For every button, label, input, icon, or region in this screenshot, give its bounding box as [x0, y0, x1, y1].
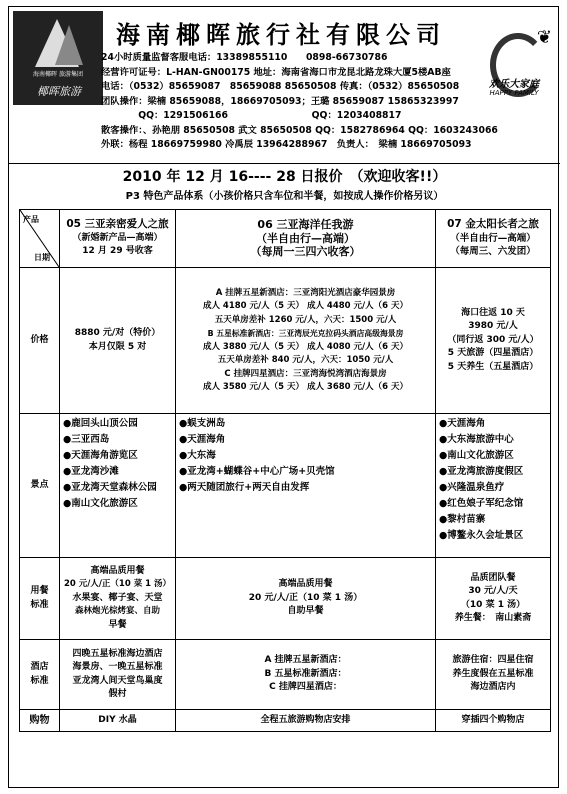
row-label: 价格: [30, 334, 49, 345]
table-row: [20, 640, 551, 710]
hotel-line: A 挂牌五星新酒店：: [264, 655, 347, 666]
list-item: ●博鳌永久会址景区: [439, 530, 524, 541]
sights-label: [20, 414, 60, 558]
hotel-line: 海景房、一晚五星标准: [72, 662, 163, 672]
list-item: ●亚龙湾旅游度假区: [439, 466, 524, 477]
price-col2: [176, 268, 436, 414]
price-line: B 五星标准新酒店：三亚湾辰光克拉码头酒店高级海景房: [207, 329, 404, 338]
hotel-line: 养生度假在五星标准: [452, 668, 534, 679]
price-line: 本月仅限 5 对: [88, 341, 147, 352]
price-line: 5 天养生（五星酒店）: [447, 361, 539, 372]
list-item: ●大东海: [179, 450, 216, 461]
product-title: 07 金太阳长者之旅: [447, 218, 539, 231]
hotel-col3: [436, 640, 551, 710]
list-item: ●天涯海角: [439, 418, 486, 429]
product-header-05: [60, 210, 176, 268]
row-label: 用餐标准: [30, 586, 49, 610]
product-subtitle: （半自由行—高端）: [450, 232, 536, 244]
row-label: 酒店标准: [30, 662, 49, 686]
header-divider: [9, 163, 560, 164]
meal-line: 森林炮光棕烤宴、自助: [74, 606, 160, 617]
sights-col2: [176, 414, 436, 558]
hotel-col2: [176, 640, 436, 710]
price-label: [20, 268, 60, 414]
product-subtitle: （半自由行—高端）: [256, 231, 355, 245]
contact-line: QQ：1291506166 QQ：1203408817: [101, 110, 402, 121]
hotel-label: [20, 640, 60, 710]
logo-right-cn: 欢乐大家庭: [489, 79, 539, 90]
product-header-06: [176, 210, 436, 268]
meal-line: （10 菜 1 汤）: [460, 599, 526, 610]
list-item: ●蜈支洲岛: [179, 418, 226, 429]
price-line: 5 天旅游（四星酒店）: [447, 348, 539, 359]
product-title: 06 三亚海洋任我游: [257, 218, 354, 232]
product-header-07: [436, 210, 551, 268]
list-item: ●天涯海角: [179, 434, 226, 445]
hotel-line: 四晚五星标准海边酒店: [72, 648, 163, 659]
price-line: 8880 元/对（特价）: [74, 328, 161, 338]
contact-line: 散客操作：、孙艳朋 85650508 武文 85650508 QQ：1582786964 QQ：1603243066: [101, 124, 498, 136]
product-title: 05 三亚亲密爱人之旅: [66, 218, 169, 231]
price-line: （同行返 300 元/人）: [447, 334, 539, 345]
price-line: 成人 3580 元/人（5 天） 成人 3680 元/人（6 天）: [202, 382, 409, 392]
hotel-line: 海边酒店内: [470, 682, 516, 693]
price-line: 成人 3880 元/人（5 天） 成人 4080 元/人（6 天）: [202, 341, 409, 352]
meals-col3: [436, 558, 551, 640]
list-item: ●两天随团旅行+两天自由发挥: [179, 482, 310, 493]
logo-small-text: 海南椰晖 旅游集团: [33, 71, 83, 78]
sights-col1: [60, 414, 176, 558]
table-row: [20, 710, 551, 732]
table-row: [20, 210, 551, 268]
logo-brand-text: 椰晖旅游: [37, 85, 81, 98]
price-line: 3980 元/人: [468, 321, 518, 332]
meal-line: 水果宴、椰子宴、天堂: [72, 592, 163, 603]
flyer-sheet: [8, 6, 559, 788]
table-row: [20, 268, 551, 414]
sights-col3: [436, 414, 551, 558]
table-row: [20, 414, 551, 558]
price-line: C 挂牌四星酒店：三亚湾海悦湾酒店海景房: [224, 368, 387, 379]
butterfly-icon: ❦: [536, 27, 552, 48]
sail-icon-secondary: [55, 25, 83, 65]
contact-line: 24小时质量监督客服电话：13389855110 0898-66730786: [101, 52, 388, 63]
list-item: ●天涯海角游览区: [63, 450, 138, 461]
corner-cell: [20, 210, 60, 268]
shopping-label: 购物: [20, 710, 60, 732]
meal-line: 养生餐： 南山素斋: [454, 613, 532, 623]
price-line: A 挂牌五星新酒店：三亚湾阳光酒店豪华园景房: [215, 287, 396, 298]
table-row: [20, 558, 551, 640]
happy-family-logo: [474, 27, 554, 107]
hotel-col1: [60, 640, 176, 710]
shopping-col3: 穿插四个购物店: [436, 710, 551, 732]
hotel-line: B 五星标准新酒店：: [264, 668, 347, 679]
meal-line: 20 元/人/正（10 菜 1 汤）: [63, 579, 172, 590]
list-item: ●亚龙湾沙滩: [63, 466, 119, 477]
corner-product: 产品: [23, 215, 39, 224]
logo-right-en: HAPPY FAMILY: [489, 89, 539, 97]
hotel-line: 假村: [108, 689, 127, 699]
list-item: ●南山文化旅游区: [63, 498, 138, 509]
list-item: ●亚龙湾天堂森林公园: [63, 482, 157, 493]
price-line: 五天单房差补 840 元/人，六天：1050 元/人: [217, 355, 394, 365]
price-line: 五天单房差补 1260 元/人，六天：1500 元/人: [214, 314, 397, 325]
price-line: 海口往返 10 天: [461, 307, 525, 318]
list-item: ●亚龙湾+蝴蝶谷+中心广场+贝壳馆: [179, 466, 335, 477]
hotel-line: C 挂牌四星酒店：: [269, 682, 342, 693]
list-item: ●三亚西岛: [63, 434, 110, 445]
price-col1: [60, 268, 176, 414]
price-col3: [436, 268, 551, 414]
company-name: 海南椰晖旅行社有限公司: [116, 20, 446, 49]
meals-label: [20, 558, 60, 640]
contact-line: 经营许可证号：L-HAN-GN00175 地址：海南省海口市龙昆北路龙珠大厦5楼AB座: [101, 66, 451, 78]
list-item: ●红色娘子军纪念馆: [439, 498, 524, 509]
hotel-line: 亚龙湾人间天堂鸟巢度: [72, 675, 163, 686]
shopping-col2: 全程五旅游购物店安排: [176, 710, 436, 732]
meal-line: 高端品质用餐: [278, 579, 333, 590]
product-schedule: 12 月 29 号收客: [82, 246, 153, 257]
list-item: ●南山文化旅游区: [439, 450, 514, 461]
contact-info: [101, 51, 498, 153]
list-item: ●鹿回头山顶公园: [63, 418, 138, 429]
product-system-line: P3 特色产品体系（小孩价格只含车位和半餐，如按成人操作价格另议）: [125, 191, 444, 202]
meal-line: 早餐: [108, 619, 127, 630]
product-subtitle: （新婚新产品—高端）: [72, 232, 163, 243]
list-item: ●大东海旅游中心: [439, 434, 514, 445]
meal-line: 品质团队餐: [470, 572, 516, 583]
product-schedule: （每周三、六发团）: [450, 246, 536, 258]
shopping-col1: DIY 水晶: [60, 710, 176, 732]
list-item: ●兴隆温泉鱼疗: [439, 482, 505, 493]
meals-col2: [176, 558, 436, 640]
contact-line: 外联：杨程 18669759980 冷禹辰 13964288967 负责人： 梁楠 18669705093: [101, 139, 472, 150]
contact-line: 电话：（0532）85659087 85659088 85650508 传真：（0532）85650508: [101, 81, 460, 92]
list-item: ●黎村苗寨: [439, 514, 486, 525]
quote-date-line: 2010 年 12 月 16---- 28 日报价 （欢迎收客!!）: [122, 169, 447, 185]
meal-line: 30 元/人/天: [468, 586, 518, 596]
hotel-line: 旅游住宿：四星住宿: [452, 655, 534, 666]
row-label: 景点: [30, 479, 49, 490]
meal-line: 高端品质用餐: [90, 565, 145, 576]
price-table: [19, 209, 551, 732]
meal-line: 自助早餐: [287, 606, 324, 617]
meal-line: 20 元/人/正（10 菜 1 汤）: [248, 592, 363, 603]
product-schedule: （每周一三四六收客）: [250, 245, 361, 259]
price-line: 成人 4180 元/人（5 天） 成人 4480 元/人（6 天）: [202, 301, 409, 311]
contact-line: 团队操作：梁楠 85659088，18669705093；王璐 85659087 15865323997: [101, 95, 459, 107]
meals-col1: [60, 558, 176, 640]
company-logo: [13, 11, 103, 105]
corner-date: 日期: [34, 252, 50, 262]
